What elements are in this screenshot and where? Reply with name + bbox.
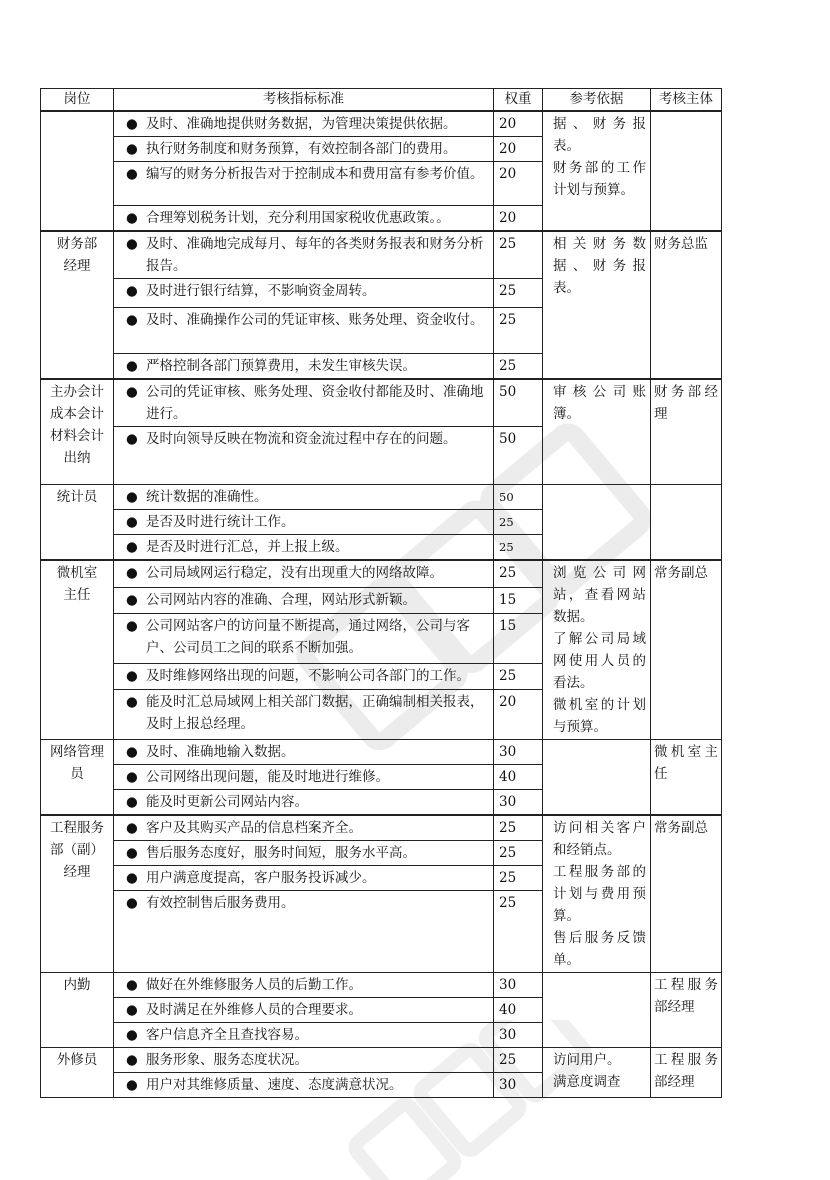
criteria-cell <box>114 535 494 561</box>
bullet-icon: ● <box>126 236 138 252</box>
weight-cell: 40 <box>494 765 543 790</box>
criteria-cell <box>114 560 494 587</box>
criteria-cell <box>114 485 494 510</box>
criteria-cell <box>114 111 494 137</box>
bullet-icon: ● <box>126 617 138 634</box>
criteria-cell <box>114 1023 494 1048</box>
bullet-icon: ● <box>126 210 138 226</box>
criteria-text: 做好在外维修服务人员的后勤工作。 <box>146 977 362 993</box>
weight-cell: 15 <box>494 613 543 663</box>
owner-cell <box>651 111 722 231</box>
criteria-cell <box>114 587 494 613</box>
owner-cell-line: 财务部经理 <box>654 384 718 422</box>
criteria-cell <box>114 790 494 816</box>
criteria-text: 及时、准确地输入数据。 <box>146 744 295 760</box>
bullet-icon: ● <box>126 1077 138 1093</box>
weight-cell: 25 <box>494 535 543 561</box>
position-cell-line: 成本会计 <box>50 406 104 422</box>
owner-cell <box>651 485 722 561</box>
position-cell <box>41 973 114 1048</box>
bullet-icon: ● <box>126 794 138 810</box>
weight-cell: 20 <box>494 111 543 137</box>
table-row <box>41 1048 722 1073</box>
criteria-cell <box>114 510 494 535</box>
basis-cell <box>543 485 651 561</box>
position-cell-line: 微机室 <box>56 565 98 581</box>
basis-cell <box>543 560 651 740</box>
weight-cell: 50 <box>494 485 543 510</box>
table-row <box>41 231 722 279</box>
assessment-table <box>40 88 722 1098</box>
bullet-icon: ● <box>126 667 138 684</box>
owner-cell <box>651 379 722 485</box>
weight-cell: 20 <box>494 137 543 162</box>
criteria-text: 是否及时进行统计工作。 <box>146 514 295 530</box>
owner-cell-line: 微机室主任 <box>654 744 718 782</box>
position-cell-line: 经理 <box>63 864 91 880</box>
basis-cell-line: 财务部的工作计划与预算。 <box>553 160 646 198</box>
basis-cell-line: 审核公司账簿。 <box>553 384 646 422</box>
position-cell-line: 出纳 <box>63 450 91 466</box>
criteria-cell <box>114 162 494 206</box>
criteria-cell <box>114 427 494 485</box>
header-basis: 参考依据 <box>543 89 651 112</box>
criteria-cell <box>114 765 494 790</box>
criteria-text: 统计数据的准确性。 <box>146 489 268 505</box>
position-cell-line: 工程服务 <box>50 820 104 836</box>
table-row <box>41 560 722 587</box>
bullet-icon: ● <box>126 591 138 608</box>
bullet-icon: ● <box>126 769 138 785</box>
position-cell <box>41 740 114 816</box>
criteria-text: 客户及其购买产品的信息档案齐全。 <box>146 820 362 836</box>
weight-cell: 25 <box>494 279 543 308</box>
weight-cell: 20 <box>494 162 543 206</box>
weight-cell: 25 <box>494 841 543 866</box>
table-row <box>41 379 722 427</box>
position-cell-line: 主任 <box>63 587 91 603</box>
criteria-text: 公司网络出现问题，能及时地进行维修。 <box>146 769 389 785</box>
owner-cell <box>651 1048 722 1098</box>
basis-cell-line: 浏览公司网站，查看网站数据。 <box>553 565 646 625</box>
criteria-text: 公司网站内容的准确、合理，网站形式新颖。 <box>146 591 416 608</box>
table-row <box>41 485 722 510</box>
position-cell <box>41 485 114 561</box>
owner-cell-line: 常务副总 <box>654 820 708 836</box>
basis-cell-line: 相关财务数据、财务报表。 <box>553 236 646 296</box>
criteria-text: 编写的财务分析报告对于控制成本和费用富有参考价值。 <box>146 166 484 182</box>
bullet-icon: ● <box>126 820 138 836</box>
basis-cell-line: 据、财务报表。 <box>553 116 646 154</box>
criteria-text: 严格控制各部门预算费用，未发生审核失误。 <box>146 358 416 374</box>
position-cell <box>41 231 114 379</box>
owner-cell-line: 常务副总 <box>654 565 708 581</box>
criteria-cell <box>114 866 494 891</box>
weight-cell: 25 <box>494 891 543 973</box>
header-weight: 权重 <box>494 89 543 112</box>
basis-cell-line: 微机室的计划与预算。 <box>553 697 646 735</box>
weight-cell: 25 <box>494 663 543 689</box>
owner-cell <box>651 973 722 1048</box>
bullet-icon: ● <box>126 870 138 886</box>
table-row <box>41 815 722 841</box>
basis-cell-line: 售后服务反馈单。 <box>553 930 646 968</box>
bullet-icon: ● <box>126 489 138 505</box>
position-cell-line: 员 <box>70 766 84 782</box>
bullet-icon: ● <box>126 1052 138 1068</box>
weight-cell: 50 <box>494 379 543 427</box>
criteria-text: 有效控制售后服务费用。 <box>146 895 295 911</box>
position-cell-line: 材料会计 <box>50 428 104 444</box>
weight-cell: 30 <box>494 740 543 765</box>
basis-cell-line: 工程服务部的计划与费用预算。 <box>553 864 646 924</box>
criteria-cell <box>114 379 494 427</box>
criteria-text: 用户对其维修质量、速度、态度满意状况。 <box>146 1077 403 1093</box>
criteria-text: 公司网站客户的访问量不断提高，通过网络，公司与客户、公司员工之间的联系不断加强。 <box>146 617 470 656</box>
position-cell-line: 部（副） <box>50 842 104 858</box>
criteria-cell <box>114 891 494 973</box>
bullet-icon: ● <box>126 312 138 328</box>
criteria-cell <box>114 308 494 354</box>
bullet-icon: ● <box>126 384 138 400</box>
basis-cell <box>543 379 651 485</box>
bullet-icon: ● <box>126 845 138 861</box>
owner-cell <box>651 740 722 816</box>
criteria-text: 及时维修网络出现的问题，不影响公司各部门的工作。 <box>146 667 470 684</box>
criteria-cell <box>114 354 494 380</box>
basis-cell <box>543 1048 651 1098</box>
criteria-cell <box>114 279 494 308</box>
criteria-cell <box>114 841 494 866</box>
weight-cell: 25 <box>494 510 543 535</box>
criteria-text: 合理筹划税务计划，充分利用国家税收优惠政策。。 <box>146 210 450 226</box>
bullet-icon: ● <box>126 141 138 157</box>
basis-cell <box>543 973 651 1048</box>
basis-cell-line: 访问相关客户和经销点。 <box>553 820 646 858</box>
criteria-cell <box>114 206 494 232</box>
weight-cell: 40 <box>494 998 543 1023</box>
table-row <box>41 740 722 765</box>
header-owner: 考核主体 <box>651 89 722 112</box>
bullet-icon: ● <box>126 358 138 374</box>
criteria-text: 售后服务态度好，服务时间短，服务水平高。 <box>146 845 416 861</box>
basis-cell-line: 访问用户。 <box>553 1052 621 1068</box>
basis-cell <box>543 111 651 231</box>
basis-cell <box>543 231 651 379</box>
criteria-cell <box>114 137 494 162</box>
criteria-text: 及时、准确操作公司的凭证审核、账务处理、资金收付。 <box>146 312 484 328</box>
bullet-icon: ● <box>126 539 138 555</box>
position-cell <box>41 111 114 231</box>
criteria-text: 执行财务制度和财务预算，有效控制各部门的费用。 <box>146 141 457 157</box>
position-cell-line: 主办会计 <box>50 384 104 400</box>
position-cell <box>41 815 114 973</box>
header-position: 岗位 <box>41 89 114 112</box>
weight-cell: 30 <box>494 1023 543 1048</box>
bullet-icon: ● <box>126 895 138 911</box>
weight-cell: 30 <box>494 973 543 998</box>
criteria-text: 公司局域网运行稳定，没有出现重大的网络故障。 <box>146 565 443 581</box>
weight-cell: 25 <box>494 354 543 380</box>
weight-cell: 20 <box>494 206 543 232</box>
criteria-text: 能及时更新公司网站内容。 <box>146 794 308 810</box>
bullet-icon: ● <box>126 1027 138 1043</box>
weight-cell: 25 <box>494 308 543 354</box>
criteria-cell <box>114 815 494 841</box>
owner-cell <box>651 560 722 740</box>
position-cell <box>41 379 114 485</box>
bullet-icon: ● <box>126 431 138 447</box>
weight-cell: 25 <box>494 560 543 587</box>
criteria-text: 及时向领导反映在物流和资金流过程中存在的问题。 <box>146 431 457 447</box>
weight-cell: 25 <box>494 1048 543 1073</box>
criteria-text: 及时、准确地完成每月、每年的各类财务报表和财务分析报告。 <box>146 236 484 274</box>
table-row <box>41 111 722 137</box>
bullet-icon: ● <box>126 166 138 182</box>
criteria-text: 服务形象、服务态度状况。 <box>146 1052 308 1068</box>
bullet-icon: ● <box>126 116 138 132</box>
owner-cell-line: 工程服务部经理 <box>654 977 718 1015</box>
weight-cell: 25 <box>494 231 543 279</box>
position-cell-line: 网络管理 <box>50 744 104 760</box>
bullet-icon: ● <box>126 514 138 530</box>
criteria-cell <box>114 740 494 765</box>
weight-cell: 30 <box>494 1073 543 1098</box>
weight-cell: 25 <box>494 815 543 841</box>
basis-cell <box>543 815 651 973</box>
basis-cell-line: 了解公司局域网使用人员的看法。 <box>553 631 646 691</box>
criteria-cell <box>114 973 494 998</box>
table-header-row <box>41 89 722 112</box>
position-cell-line: 外修员 <box>56 1052 98 1068</box>
criteria-cell <box>114 690 494 740</box>
bullet-icon: ● <box>126 283 138 299</box>
bullet-icon: ● <box>126 977 138 993</box>
position-cell-line: 财务部 <box>56 236 98 252</box>
bullet-icon: ● <box>126 744 138 760</box>
header-criteria: 考核指标标准 <box>114 89 494 112</box>
weight-cell: 30 <box>494 790 543 816</box>
owner-cell <box>651 815 722 973</box>
criteria-cell <box>114 663 494 689</box>
basis-cell-line: 满意度调查 <box>553 1074 621 1090</box>
owner-cell <box>651 231 722 379</box>
weight-cell: 15 <box>494 587 543 613</box>
criteria-text: 用户满意度提高，客户服务投诉减少。 <box>146 870 376 886</box>
weight-cell: 50 <box>494 427 543 485</box>
weight-cell: 25 <box>494 866 543 891</box>
bullet-icon: ● <box>126 565 138 581</box>
weight-cell: 20 <box>494 690 543 740</box>
criteria-text: 及时进行银行结算，不影响资金周转。 <box>146 283 376 299</box>
criteria-cell <box>114 1073 494 1098</box>
position-cell-line: 统计员 <box>56 489 98 505</box>
criteria-cell <box>114 231 494 279</box>
criteria-text: 公司的凭证审核、账务处理、资金收付都能及时、准确地进行。 <box>146 384 484 422</box>
criteria-text: 客户信息齐全且查找容易。 <box>146 1027 308 1043</box>
bullet-icon: ● <box>126 1002 138 1018</box>
criteria-cell <box>114 613 494 663</box>
position-cell-line: 经理 <box>63 258 91 274</box>
position-cell <box>41 1048 114 1098</box>
criteria-text: 及时满足在外维修人员的合理要求。 <box>146 1002 362 1018</box>
owner-cell-line: 财务总监 <box>654 236 708 252</box>
owner-cell-line: 工程服务部经理 <box>654 1052 718 1090</box>
position-cell-line: 内勤 <box>63 977 91 993</box>
position-cell <box>41 560 114 740</box>
bullet-icon: ● <box>126 694 138 711</box>
criteria-cell <box>114 1048 494 1073</box>
criteria-text: 及时、准确地提供财务数据，为管理决策提供依据。 <box>146 116 457 132</box>
table-row <box>41 973 722 998</box>
criteria-cell <box>114 998 494 1023</box>
criteria-text: 是否及时进行汇总，并上报上级。 <box>146 539 349 555</box>
basis-cell <box>543 740 651 816</box>
criteria-text: 能及时汇总局域网上相关部门数据，正确编制相关报表，及时上报总经理。 <box>146 694 484 733</box>
